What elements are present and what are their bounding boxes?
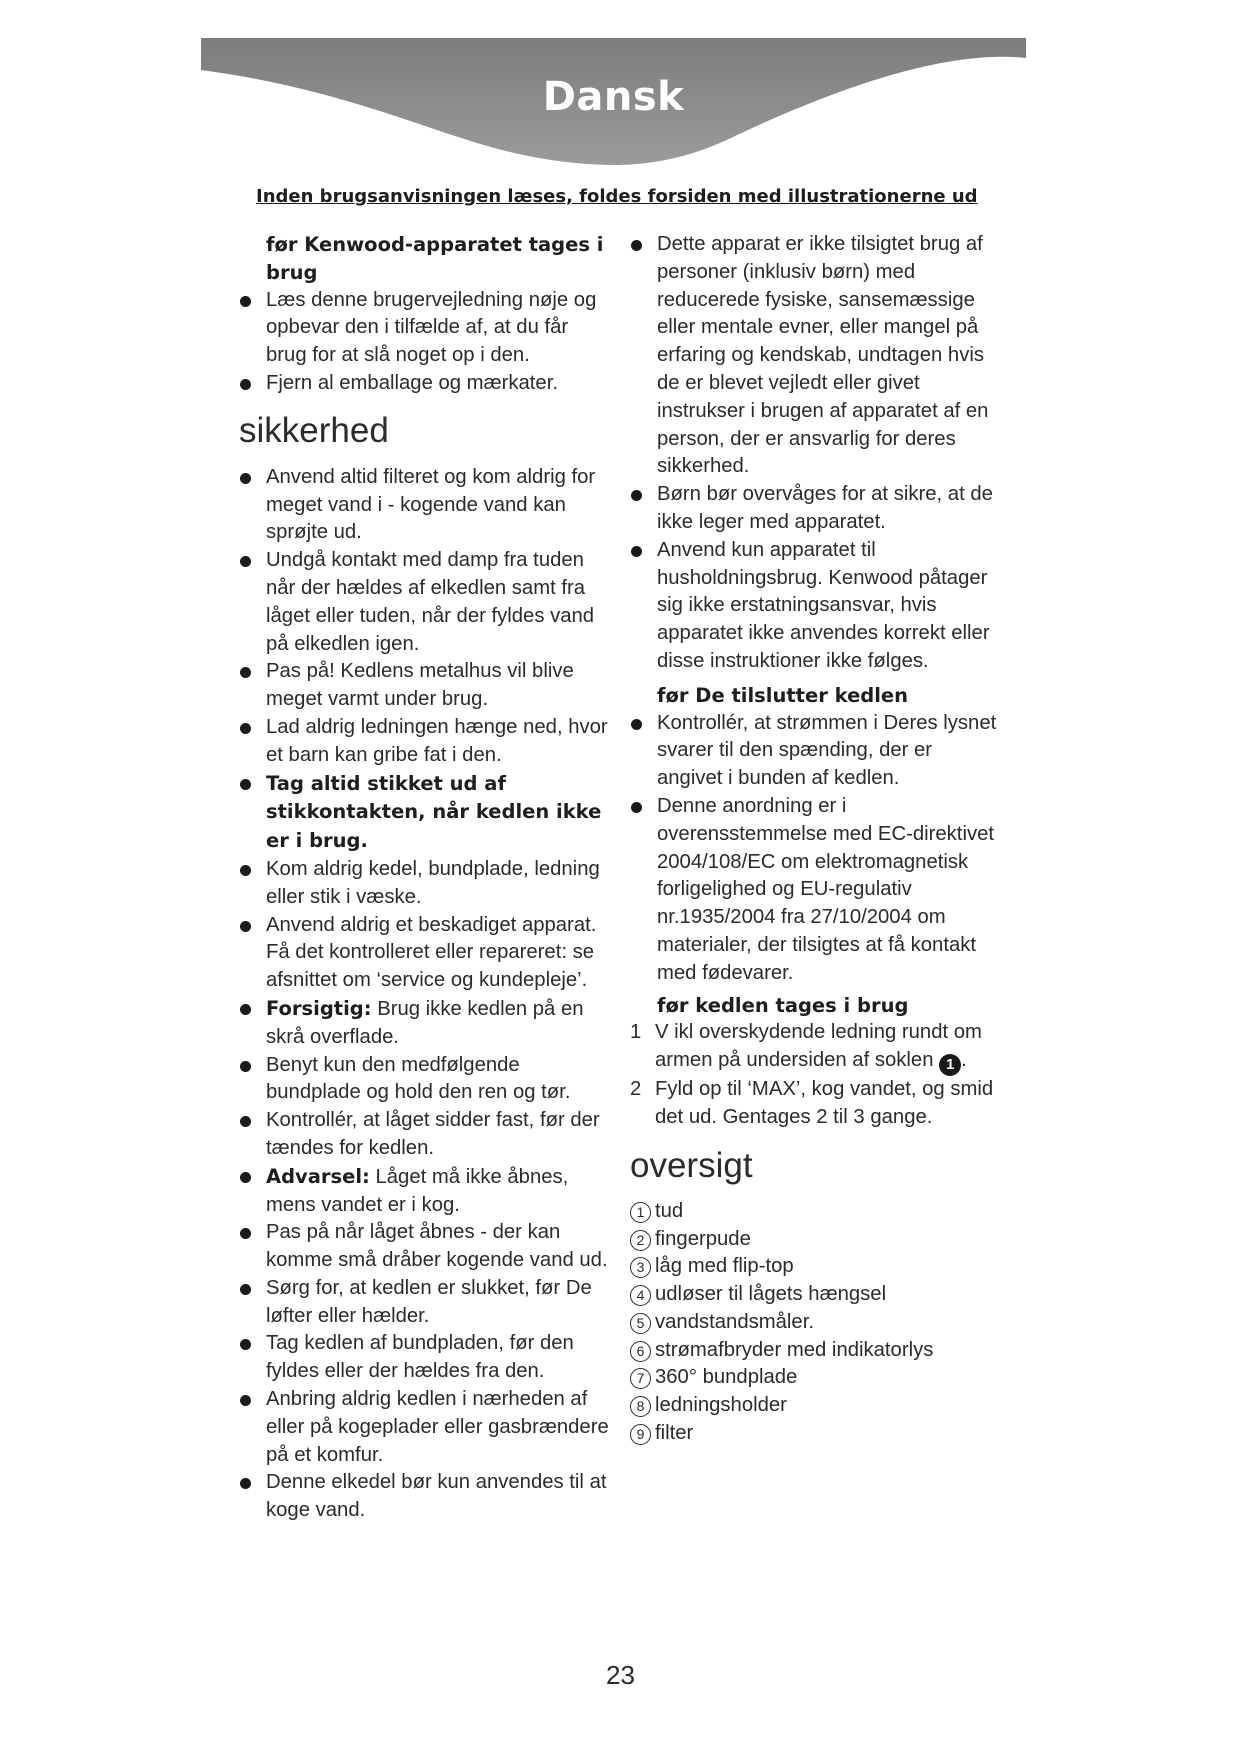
list-item bbox=[239, 1107, 609, 1163]
list-item bbox=[239, 547, 609, 658]
part-number: 9 bbox=[630, 1424, 651, 1445]
step-text: Fyld op til ‘MAX’, kog vandet, og smid det ud. Gentages 2 til 3 gange. bbox=[655, 1078, 994, 1128]
list-item-text: Denne anordning er i overensstemmelse med EC-direktivet 2004/108/EC om elektromagnetisk forligelighed og EU-regulativ nr.1935/2004 fra 27/10/2004 om materialer, der tilsigtes at få kontakt med fødevarer. bbox=[657, 794, 995, 984]
list-item bbox=[630, 481, 1000, 537]
step-number: 1 bbox=[630, 1021, 642, 1044]
part-item bbox=[630, 1253, 1000, 1281]
list-item-text: Brug ikke kedlen på en skrå overflade. bbox=[266, 997, 584, 1048]
list-item-text: Denne elkedel bør kun anvendes til at koge vand. bbox=[266, 1471, 607, 1522]
list-item-text: Kontrollér, at låget sidder fast, før der tændes for kedlen. bbox=[266, 1109, 600, 1159]
list-item bbox=[239, 464, 609, 547]
first-use-steps bbox=[630, 1019, 1000, 1131]
list-item bbox=[239, 1219, 609, 1275]
list-item bbox=[630, 537, 1000, 676]
before-use-list bbox=[239, 287, 609, 398]
list-item-label: Forsigtig: bbox=[266, 996, 372, 1020]
part-label: ledningsholder bbox=[655, 1394, 787, 1417]
step-text-end: . bbox=[961, 1049, 967, 1072]
list-item-text: Låget må ikke åbnes, mens vandet er i kog. bbox=[266, 1165, 569, 1216]
list-item bbox=[239, 770, 609, 856]
list-item-text: Dette apparat er ikke tilsigtet brug af personer (inklusiv børn) med reducerede fysiske, sansemæssige eller mentale evner, eller mangel på erfaring og kendskab, undtagen hvis de er blevet vejledt eller givet instrukser i brugen af apparatet af en person, der er ansvarlig for deres sikkerhed. bbox=[657, 233, 989, 478]
list-item-text: Kontrollér, at strømmen i Deres lysnet svarer til den spænding, der er angivet i bunden af kedlen. bbox=[657, 711, 997, 790]
part-number: 8 bbox=[630, 1396, 651, 1417]
list-item bbox=[239, 714, 609, 770]
list-item-text: Anbring aldrig kedlen i nærheden af eller på kogeplader eller gasbrændere på et komfur. bbox=[266, 1388, 609, 1466]
first-use-heading: før kedlen tages i brug bbox=[657, 993, 909, 1017]
list-item bbox=[239, 995, 609, 1052]
list-item bbox=[239, 1275, 609, 1331]
part-number: 2 bbox=[630, 1230, 651, 1251]
part-label: vandstandsmåler. bbox=[655, 1310, 814, 1333]
part-label: låg med flip-top bbox=[655, 1255, 794, 1278]
step-text: V ikl overskydende ledning rundt om armen på undersiden af soklen bbox=[655, 1021, 982, 1072]
parts-list bbox=[630, 1198, 1000, 1448]
list-item-label: Advarsel: bbox=[266, 1164, 370, 1188]
part-item bbox=[630, 1198, 1000, 1226]
intro-instruction: Inden brugsanvisningen læses, foldes forsiden med illustrationerne ud bbox=[256, 186, 978, 207]
list-item-text: Børn bør overvåges for at sikre, at de ikke leger med apparatet. bbox=[657, 483, 993, 533]
list-item bbox=[239, 912, 609, 995]
list-item-text: Benyt kun den medfølgende bundplade og hold den ren og tør. bbox=[266, 1053, 571, 1104]
part-label: tud bbox=[655, 1199, 684, 1222]
list-item-text: Pas på! Kedlens metalhus vil blive meget varmt under brug. bbox=[266, 660, 574, 711]
connect-heading: før De tilslutter kedlen bbox=[657, 683, 909, 707]
part-label: strømafbryder med indikatorlys bbox=[655, 1338, 934, 1361]
part-number: 1 bbox=[630, 1202, 651, 1223]
list-item-text: Sørg for, at kedlen er slukket, før De løfter eller hælder. bbox=[266, 1276, 592, 1327]
figure-reference-badge: 1 bbox=[939, 1054, 961, 1076]
list-item bbox=[239, 856, 609, 912]
right-column bbox=[630, 231, 1000, 1448]
page-title: Dansk bbox=[542, 74, 685, 120]
list-item bbox=[239, 1330, 609, 1386]
list-item bbox=[239, 658, 609, 714]
list-item bbox=[630, 793, 1000, 988]
page-number: 23 bbox=[606, 1660, 635, 1690]
list-item bbox=[239, 1163, 609, 1220]
step-item bbox=[630, 1076, 1000, 1132]
list-item-text: Pas på når låget åbnes - der kan komme små dråber kogende vand ud. bbox=[266, 1221, 608, 1272]
safety-list bbox=[239, 464, 609, 1525]
step-number: 2 bbox=[630, 1078, 642, 1101]
list-item bbox=[239, 287, 609, 370]
part-item bbox=[630, 1392, 1000, 1420]
left-column bbox=[239, 231, 609, 1525]
part-item bbox=[630, 1337, 1000, 1365]
step-item bbox=[630, 1019, 1000, 1076]
list-item-text: Læs denne brugervejledning nøje og opbevar den i tilfælde af, at du får brug for at slå noget op i den. bbox=[266, 288, 597, 367]
list-item-text: Lad aldrig ledningen hænge ned, hvor et barn kan gribe fat i den. bbox=[266, 715, 608, 766]
part-label: 360° bundplade bbox=[655, 1366, 798, 1389]
before-use-heading: før Kenwood-apparatet tages i brug bbox=[266, 233, 604, 284]
list-item-text: Tag altid stikket ud af stikkontakten, når kedlen ikke er i brug. bbox=[266, 771, 602, 853]
connect-list bbox=[630, 710, 1000, 988]
part-item bbox=[630, 1281, 1000, 1309]
list-item bbox=[630, 231, 1000, 481]
list-item bbox=[239, 370, 609, 398]
list-item-text: Fjern al emballage og mærkater. bbox=[266, 371, 558, 394]
part-number: 3 bbox=[630, 1257, 651, 1278]
part-number: 5 bbox=[630, 1313, 651, 1334]
list-item bbox=[239, 1469, 609, 1525]
safety-heading: sikkerhed bbox=[239, 410, 389, 450]
part-number: 4 bbox=[630, 1285, 651, 1306]
list-item-text: Undgå kontakt med damp fra tuden når der hældes af elkedlen samt fra låget eller tuden, når der fyldes vand på elkedlen igen. bbox=[266, 549, 595, 655]
part-number: 7 bbox=[630, 1368, 651, 1389]
part-item bbox=[630, 1420, 1000, 1448]
list-item bbox=[239, 1386, 609, 1469]
list-item bbox=[239, 1052, 609, 1108]
part-number: 6 bbox=[630, 1341, 651, 1362]
list-item bbox=[630, 710, 1000, 793]
part-label: fingerpude bbox=[655, 1227, 751, 1250]
list-item-text: Anvend kun apparatet til husholdningsbrug. Kenwood påtager sig ikke erstatningsansvar, hvis apparatet ikke anvendes korrekt eller disse instruktioner ikke følges. bbox=[657, 538, 990, 672]
part-label: filter bbox=[655, 1422, 694, 1445]
part-item bbox=[630, 1309, 1000, 1337]
overview-heading: oversigt bbox=[630, 1145, 753, 1185]
list-item-text: Anvend aldrig et beskadiget apparat. Få det kontrolleret eller repareret: se afsnittet om ‘service og kundepleje’. bbox=[266, 913, 597, 992]
part-label: udløser til lågets hængsel bbox=[655, 1283, 887, 1306]
list-item-text: Tag kedlen af bundpladen, før den fyldes eller der hældes fra den. bbox=[266, 1332, 574, 1383]
part-item bbox=[630, 1226, 1000, 1254]
list-item-text: Anvend altid filteret og kom aldrig for meget vand i - kogende vand kan sprøjte ud. bbox=[266, 465, 596, 544]
part-item bbox=[630, 1364, 1000, 1392]
header-banner bbox=[201, 38, 1026, 183]
user-restrictions-list bbox=[630, 231, 1000, 676]
list-item-text: Kom aldrig kedel, bundplade, ledning eller stik i væske. bbox=[266, 857, 600, 908]
